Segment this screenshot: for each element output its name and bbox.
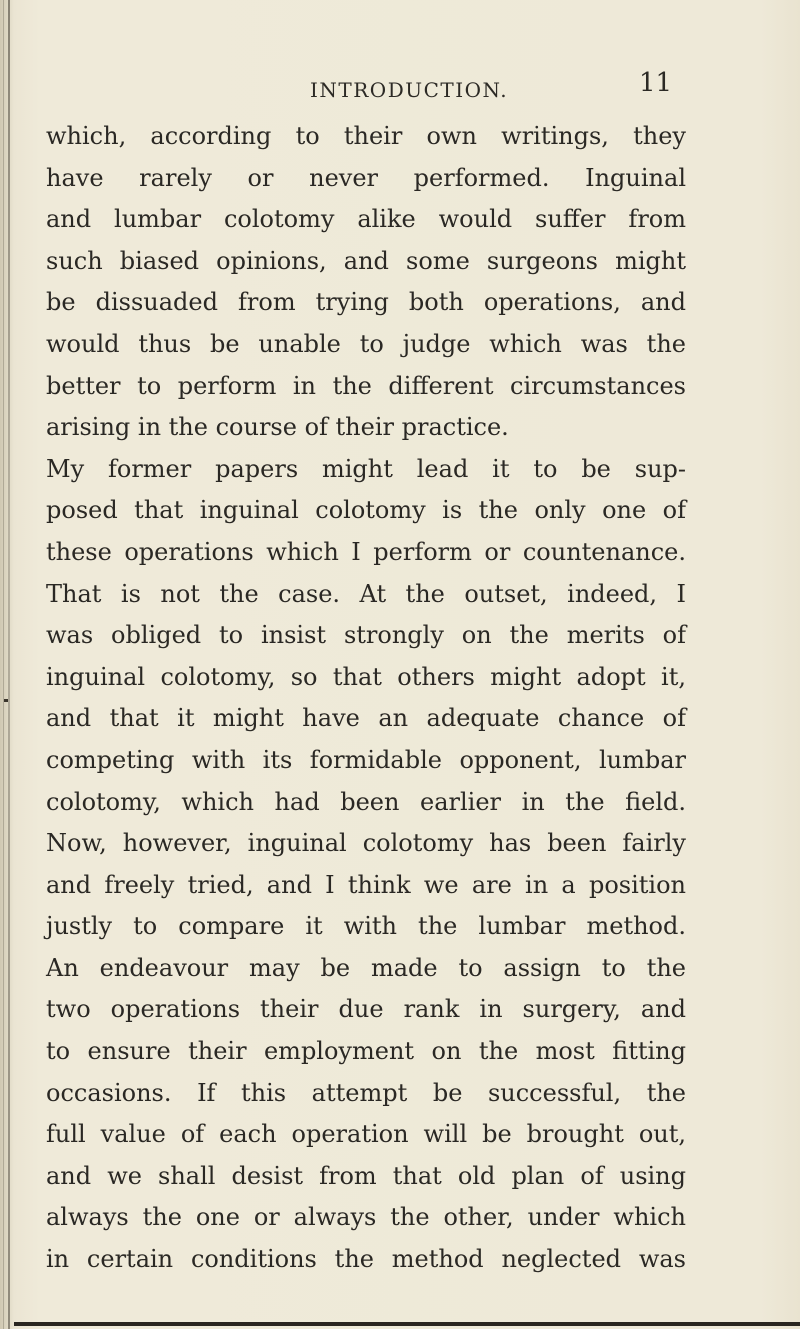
text-line: posed that inguinal colotomy is the only one of	[46, 496, 686, 525]
binding-shadow	[8, 0, 10, 1329]
margin-mark	[4, 699, 8, 702]
body-text	[46, 116, 686, 1281]
text-line: An endeavour may be made to assign to the	[46, 953, 686, 982]
text-line: full value of each operation will be brought out,	[46, 1120, 686, 1149]
text-line: better to perform in the different circumstances	[46, 371, 686, 400]
text-line: colotomy, which had been earlier in the field.	[46, 787, 686, 816]
running-title: INTRODUCTION.	[310, 78, 509, 102]
text-line: occasions. If this attempt be successful, the	[46, 1078, 686, 1107]
text-line: was obliged to insist strongly on the merits of	[46, 621, 686, 650]
page-bottom-edge	[14, 1322, 800, 1326]
text-line: Now, however, inguinal colotomy has been fairly	[46, 829, 686, 858]
text-line: competing with its formidable opponent, lumbar	[46, 745, 686, 774]
text-line: two operations their due rank in surgery, and	[46, 995, 686, 1024]
running-head	[0, 68, 800, 108]
text-line: have rarely or never performed. Inguinal	[46, 163, 686, 192]
text-line: such biased opinions, and some surgeons might	[46, 246, 686, 275]
text-line: and lumbar colotomy alike would suffer from	[46, 205, 686, 234]
text-line: be dissuaded from trying both operations, and	[46, 288, 686, 317]
binding-edge	[3, 0, 4, 1329]
text-line: justly to compare it with the lumbar method.	[46, 912, 686, 941]
text-line: which, according to their own writings, they	[46, 122, 686, 150]
text-line: arising in the course of their practice.	[46, 413, 509, 442]
text-line: inguinal colotomy, so that others might adopt it,	[46, 662, 686, 691]
text-line: My former papers might lead it to be sup-	[46, 454, 686, 483]
text-line: to ensure their employment on the most fitting	[46, 1037, 686, 1066]
text-line: and we shall desist from that old plan of using	[46, 1161, 686, 1190]
text-line: would thus be unable to judge which was the	[46, 329, 686, 358]
page-number: 11	[639, 68, 673, 98]
text-line: these operations which I perform or countenance.	[46, 537, 686, 566]
text-line: and that it might have an adequate chance of	[46, 704, 686, 733]
text-line: and freely tried, and I think we are in a position	[46, 870, 686, 899]
text-line: That is not the case. At the outset, indeed, I	[46, 579, 686, 608]
text-line: in certain conditions the method neglected was	[46, 1245, 686, 1274]
text-line: always the one or always the other, under which	[46, 1203, 686, 1232]
